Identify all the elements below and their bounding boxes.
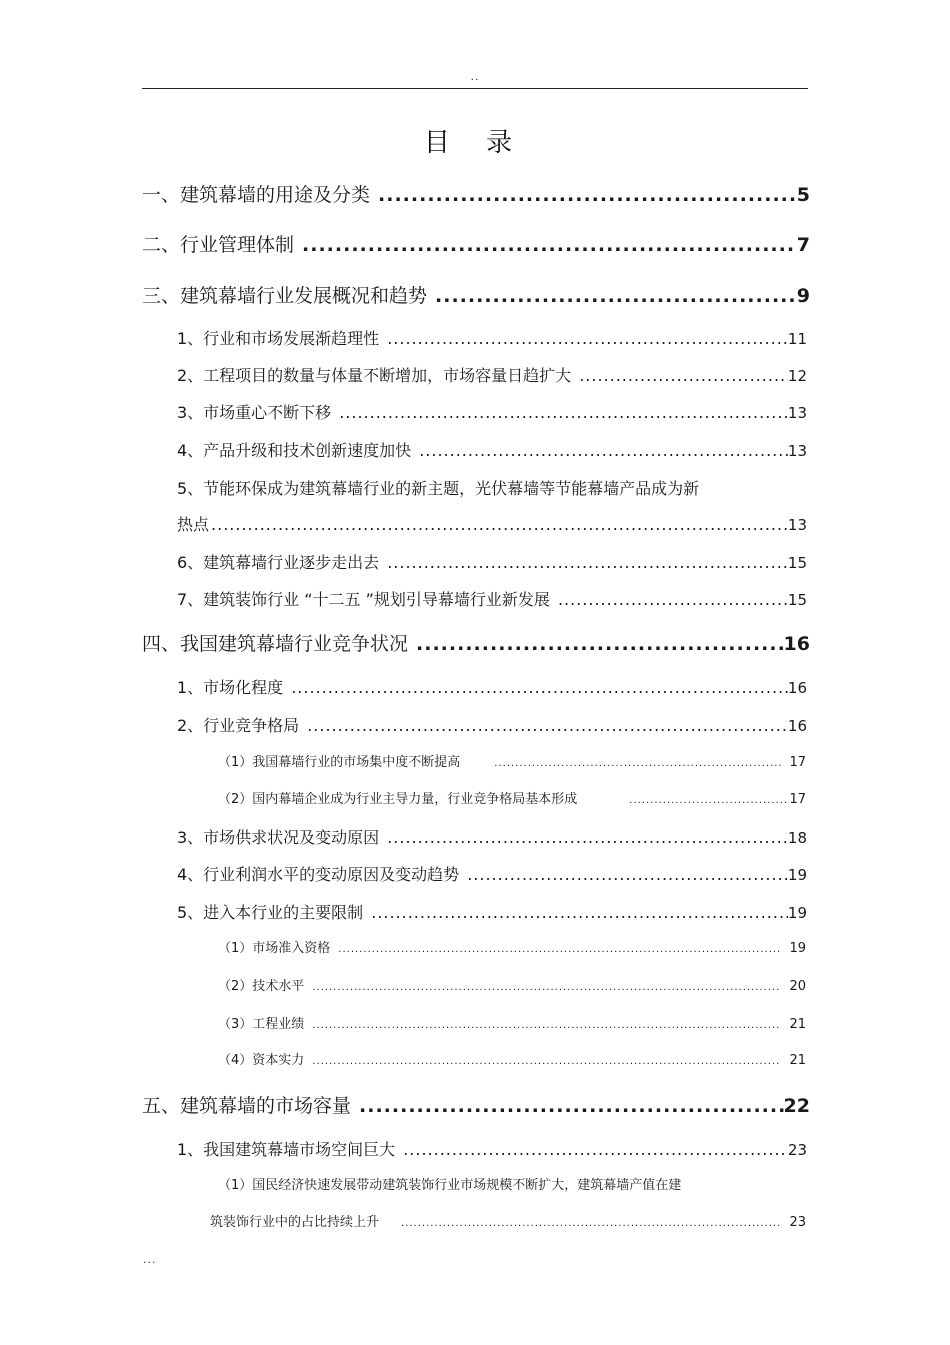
footer-mark: ...	[143, 1253, 157, 1266]
toc-entry-label: 5、进入本行业的主要限制	[177, 903, 364, 922]
header-mark: ..	[470, 70, 480, 83]
toc-leader-dots	[579, 366, 788, 385]
toc-leader-dots	[378, 184, 797, 206]
toc-leader-dots	[339, 403, 788, 422]
toc-entry-page: 16	[783, 633, 810, 655]
toc-entry-3-2[interactable]	[177, 363, 807, 386]
toc-entry-label: 二、行业管理体制	[142, 234, 295, 256]
toc-leader-dots	[338, 944, 781, 955]
toc-entry-4-3[interactable]	[177, 825, 807, 848]
toc-entry-page: 5	[796, 184, 810, 206]
toc-leader-dots	[387, 329, 788, 348]
toc-entry-section-1[interactable]	[142, 180, 810, 207]
toc-entry-page: 15	[787, 591, 807, 609]
toc-leader-dots	[307, 716, 788, 735]
header-rule	[142, 88, 808, 89]
toc-leader-dots	[387, 828, 788, 847]
toc-entry-5-1[interactable]	[177, 1137, 807, 1160]
toc-leader-dots	[302, 234, 797, 256]
toc-entry-page: 16	[787, 679, 807, 697]
toc-entry-4-5-1[interactable]	[218, 937, 806, 956]
toc-leader-dots	[291, 678, 788, 697]
toc-entry-label: 2、工程项目的数量与体量不断增加，市场容量日趋扩大	[177, 366, 572, 385]
toc-entry-page: 23	[789, 1215, 806, 1230]
toc-leader-dots	[419, 441, 788, 460]
toc-entry-page: 20	[789, 979, 806, 994]
toc-entry-label: 四、我国建筑幕墙行业竞争状况	[142, 633, 409, 655]
toc-entry-page: 9	[796, 285, 810, 307]
toc-entry-page: 19	[787, 904, 807, 922]
toc-entry-page: 23	[787, 1141, 807, 1159]
toc-entry-label: （3）工程业绩	[218, 1017, 305, 1032]
toc-entry-4-5-4[interactable]	[218, 1049, 806, 1068]
toc-entry-label: 7、建筑装饰行业 “十二五 ”规划引导幕墙行业新发展	[177, 590, 550, 609]
toc-entry-page: 21	[789, 1017, 806, 1032]
toc-leader-dots	[467, 865, 788, 884]
toc-entry-label: （1）市场准入资格	[218, 941, 331, 956]
toc-entry-3-4[interactable]	[177, 438, 807, 461]
toc-entry-section-4[interactable]	[142, 629, 810, 656]
toc-entry-section-5[interactable]	[142, 1091, 810, 1118]
toc-leader-dots	[629, 795, 789, 806]
toc-entry-4-5-3[interactable]	[218, 1013, 806, 1032]
toc-entry-label: （2）技术水平	[218, 979, 305, 994]
toc-entry-label: 1、行业和市场发展渐趋理性	[177, 329, 380, 348]
toc-entry-label: 热点	[177, 515, 210, 534]
toc-leader-dots	[359, 1095, 784, 1117]
page-title: 目 录	[423, 128, 527, 158]
toc-entry-label: 4、产品升级和技术创新速度加快	[177, 441, 412, 460]
toc-entry-page: 19	[789, 941, 806, 956]
toc-entry-page: 13	[787, 442, 807, 460]
toc-entry-page: 18	[787, 829, 807, 847]
toc-entry-page: 17	[789, 792, 806, 807]
toc-entry-page: 13	[787, 516, 807, 534]
toc-entry-4-2-2[interactable]	[218, 788, 806, 807]
toc-leader-dots	[211, 515, 788, 534]
toc-entry-page: 15	[787, 554, 807, 572]
toc-leader-dots	[312, 1056, 781, 1067]
toc-entry-5-1-1-line1[interactable]: （1）国民经济快速发展带动建筑装饰行业市场规模不断扩大，建筑幕墙产值在建	[218, 1178, 682, 1193]
toc-entry-4-5[interactable]	[177, 900, 807, 923]
toc-entry-label: （2）国内幕墙企业成为行业主导力量，行业竞争格局基本形成	[218, 792, 578, 807]
toc-leader-dots	[558, 590, 788, 609]
toc-entry-3-7[interactable]	[177, 587, 807, 610]
toc-leader-dots	[387, 553, 788, 572]
toc-leader-dots	[494, 758, 783, 769]
toc-entry-page: 7	[796, 234, 810, 256]
toc-leader-dots	[435, 285, 797, 307]
toc-entry-3-5-line1[interactable]: 5、节能环保成为建筑幕墙行业的新主题，光伏幕墙等节能幕墙产品成为新	[177, 479, 700, 498]
toc-entry-page: 21	[789, 1053, 806, 1068]
toc-entry-page: 11	[787, 330, 807, 348]
toc-entry-label: 6、建筑幕墙行业逐步走出去	[177, 553, 380, 572]
toc-entry-label: 五、建筑幕墙的市场容量	[142, 1095, 352, 1117]
toc-entry-4-4[interactable]	[177, 862, 807, 885]
toc-entry-4-5-2[interactable]	[218, 975, 806, 994]
toc-entry-4-1[interactable]	[177, 675, 807, 698]
toc-entry-label: 三、建筑幕墙行业发展概况和趋势	[142, 285, 428, 307]
toc-entry-label: 1、市场化程度	[177, 678, 284, 697]
toc-leader-dots	[403, 1140, 788, 1159]
toc-entry-page: 22	[783, 1095, 810, 1117]
toc-entry-page: 12	[787, 367, 807, 385]
toc-entry-page: 19	[787, 866, 807, 884]
toc-entry-page: 16	[787, 717, 807, 735]
toc-entry-label: 2、行业竞争格局	[177, 716, 300, 735]
toc-entry-label: 4、行业利润水平的变动原因及变动趋势	[177, 865, 460, 884]
toc-entry-label: （4）资本实力	[218, 1053, 305, 1068]
toc-leader-dots	[416, 633, 784, 655]
toc-leader-dots	[371, 903, 788, 922]
toc-entry-3-5[interactable]	[177, 512, 807, 535]
toc-entry-label: 1、我国建筑幕墙市场空间巨大	[177, 1140, 396, 1159]
toc-entry-label: （1）我国幕墙行业的市场集中度不断提高	[218, 755, 461, 770]
toc-entry-3-1[interactable]	[177, 326, 807, 349]
toc-leader-dots	[312, 982, 781, 993]
toc-entry-section-3[interactable]	[142, 281, 810, 308]
toc-entry-3-3[interactable]	[177, 400, 807, 423]
toc-entry-4-2[interactable]	[177, 713, 807, 736]
toc-entry-label: 筑装饰行业中的占比持续上升	[210, 1215, 380, 1230]
toc-entry-section-2[interactable]	[142, 230, 810, 257]
toc-entry-page: 17	[789, 755, 806, 770]
toc-entry-page: 13	[787, 404, 807, 422]
toc-entry-3-6[interactable]	[177, 550, 807, 573]
toc-entry-label: 3、市场重心不断下移	[177, 403, 332, 422]
toc-leader-dots	[312, 1020, 781, 1031]
toc-entry-4-2-1[interactable]	[218, 751, 806, 770]
toc-entry-label: 一、建筑幕墙的用途及分类	[142, 184, 371, 206]
toc-entry-5-1-1[interactable]	[210, 1211, 806, 1230]
toc-leader-dots	[401, 1218, 781, 1229]
toc-entry-label: 3、市场供求状况及变动原因	[177, 828, 380, 847]
